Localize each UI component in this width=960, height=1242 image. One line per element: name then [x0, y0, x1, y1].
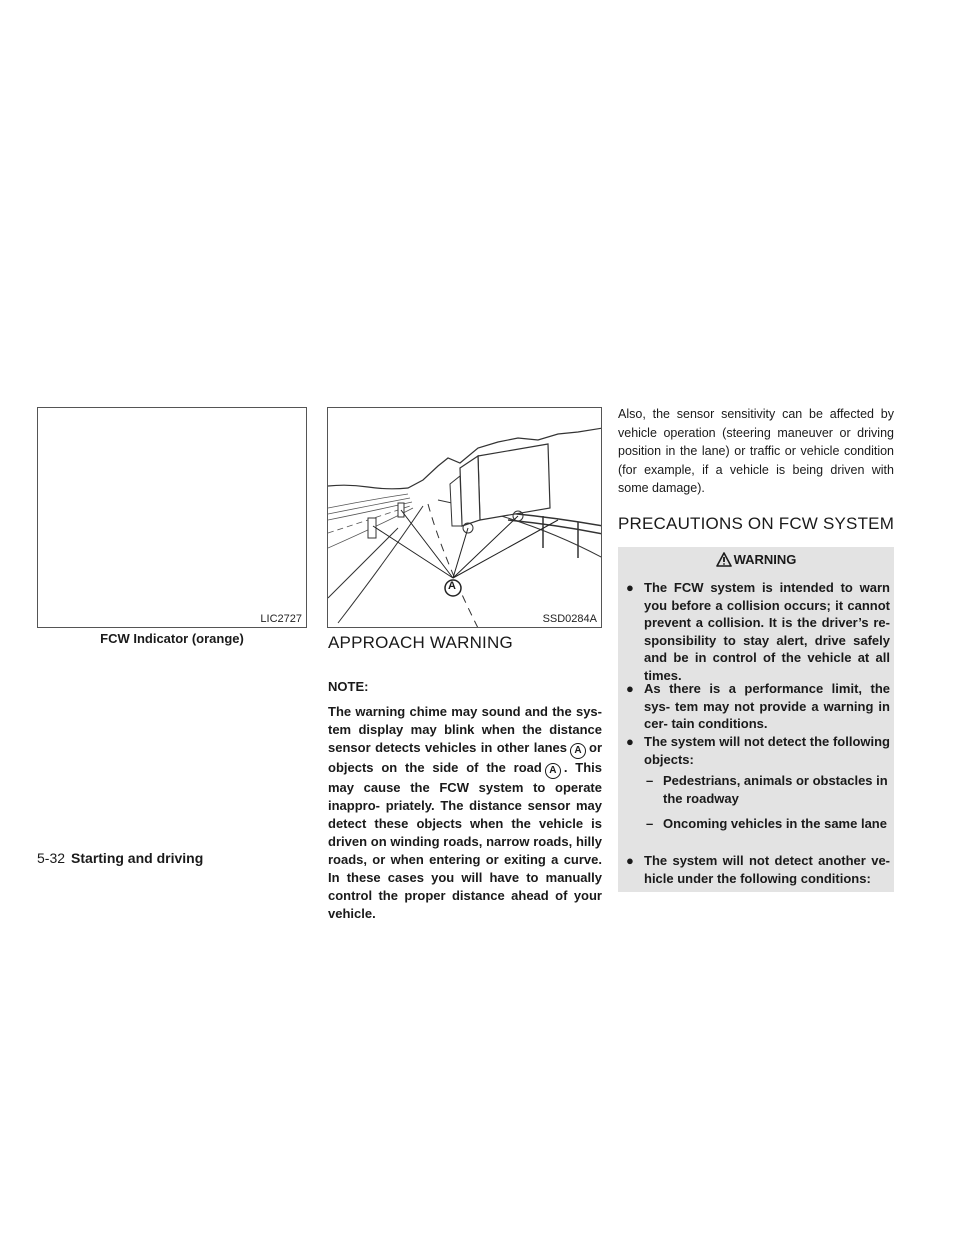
warning-item-text: As there is a performance limit, the sys- tem may not provide a warning in cer- tain conditions. [644, 681, 890, 731]
section-heading-approach-warning: APPROACH WARNING [328, 633, 513, 652]
bullet: ● [626, 580, 634, 595]
section-heading-precautions: PRECAUTIONS ON FCW SYSTEM [618, 514, 895, 533]
warning-label: WARNING [733, 552, 797, 567]
warning-item-text: The system will not detect the following objects: [644, 734, 890, 767]
note-label: NOTE: [328, 679, 369, 694]
callout-a: A [448, 580, 456, 592]
bullet: ● [626, 734, 634, 749]
figure-code: LIC2727 [260, 613, 302, 625]
bullet: ● [626, 681, 634, 696]
warning-subitem-text: Oncoming vehicles in the same lane [663, 816, 887, 831]
dash: – [646, 816, 654, 831]
warning-item [626, 579, 890, 684]
warning-subitem-text: Pedestrians, animals or obstacles in the roadway [663, 773, 888, 806]
warning-item [626, 680, 890, 733]
warning-item-text: The system will not detect another ve- hicle under the following conditions: [644, 853, 890, 886]
warning-item-text: The FCW system is intended to warn you before a collision occurs; it cannot prevent a collision. It is the driver’s re- sponsibility to stay alert, drive safely and be in control of the vehicle at all times. [644, 580, 890, 683]
warning-subitem [646, 772, 892, 807]
note-body [328, 703, 602, 923]
figure-caption: FCW Indicator (orange) [100, 631, 244, 646]
warning-item [626, 852, 890, 887]
warning-subitem [646, 815, 892, 833]
page-number: 5-32 [37, 850, 66, 866]
note-text: The warning chime may sound and the sys- tem display may blink when the distance sensor detects vehicles in other lanes [328, 704, 602, 755]
callout-a-marker: A [570, 743, 586, 759]
section-title: Starting and driving [71, 850, 204, 866]
bullet: ● [626, 853, 634, 868]
fcw-indicator-figure [37, 407, 307, 628]
road-scene-drawing [328, 408, 602, 628]
approach-warning-illustration [327, 407, 602, 628]
page-footer [37, 850, 203, 866]
warning-box [618, 547, 894, 892]
note-text: or objects on the side of the road [328, 740, 602, 775]
warning-triangle-icon [716, 552, 732, 567]
sensor-sensitivity-paragraph: Also, the sensor sensitivity can be affected by vehicle operation (steering maneuver or driving position in the lane) or traffic or vehicle condition (for example, if a vehicle is being driven with some damage). [618, 407, 894, 495]
warning-title [618, 552, 894, 567]
warning-item [626, 733, 890, 768]
figure-code: SSD0284A [542, 613, 597, 625]
dash: – [646, 773, 654, 788]
note-text: . This may cause the FCW system to operate inappro- priately. The distance sensor may detect these objects when the vehicle is driven on winding roads, narrow roads, hilly roads, or when entering or exiting a curve. In these cases you will have to manually control the proper distance ahead of your vehicle. [328, 760, 602, 921]
callout-a-marker: A [545, 763, 561, 779]
